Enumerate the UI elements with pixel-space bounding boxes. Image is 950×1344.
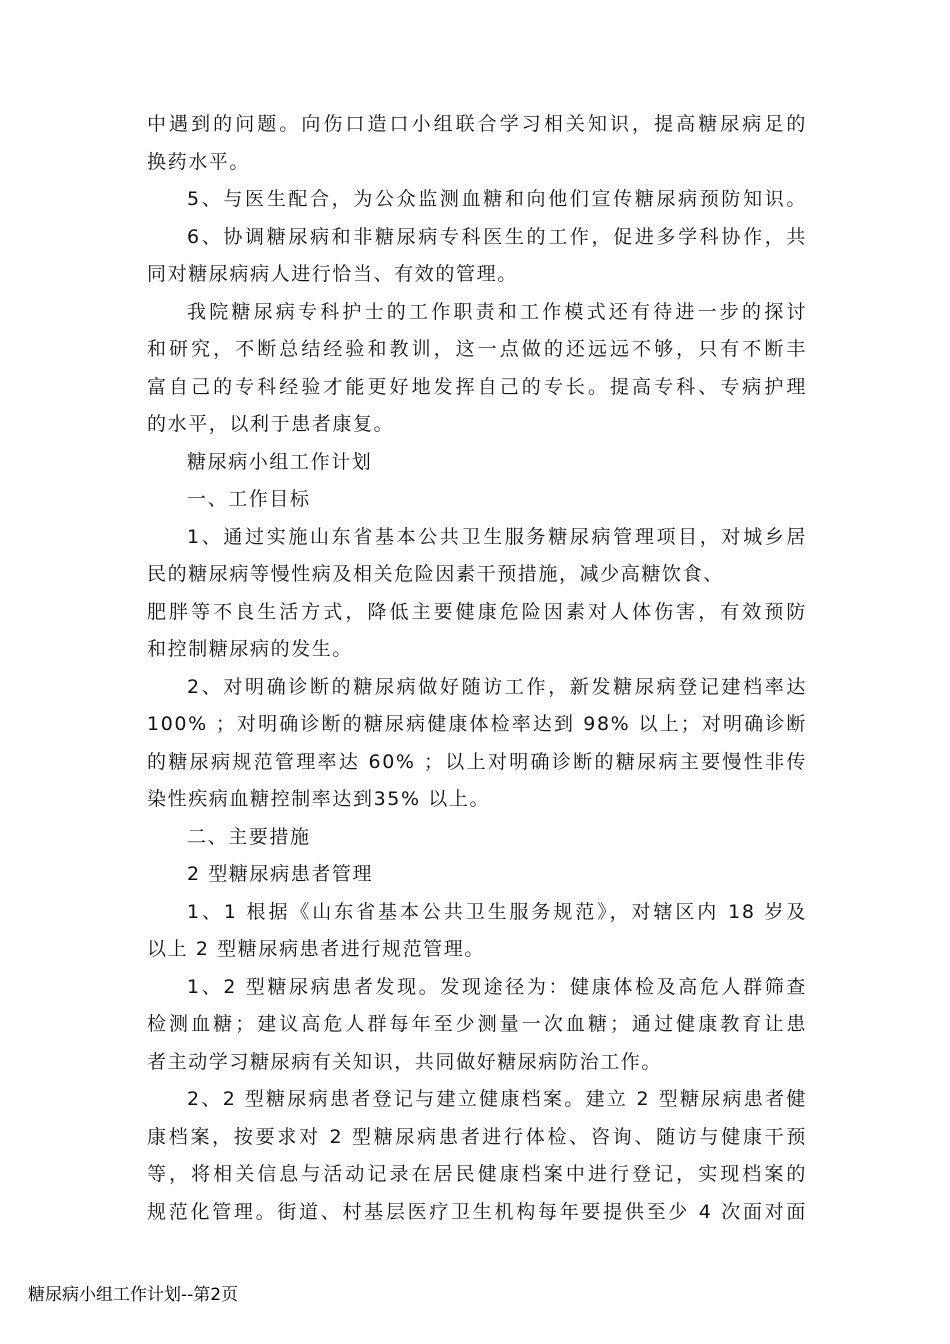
text-line: 肥胖等不良生活方式，降低主要健康危险因素对人体伤害，有效预防 (147, 600, 807, 623)
text-line: 的糖尿病规范管理率达 60% ；以上对明确诊断的糖尿病主要慢性非传 (147, 750, 807, 773)
text-line: 2 型糖尿病患者管理 (187, 863, 374, 885)
text-line: 染性疾病血糖控制率达到35% 以上。 (147, 788, 491, 810)
text-line: 规范化管理。街道、村基层医疗卫生机构每年要提供至少 4 次面对面 (147, 1200, 807, 1223)
text-line: 同对糖尿病病人进行恰当、有效的管理。 (147, 263, 518, 285)
text-line: 民的糖尿病等慢性病及相关危险因素干预措施，减少高糖饮食、 (147, 563, 724, 585)
text-line: 5、与医生配合，为公众监测血糖和向他们宣传糖尿病预防知识。 (187, 188, 807, 210)
text-line: 1、通过实施山东省基本公共卫生服务糖尿病管理项目，对城乡居 (187, 525, 807, 548)
text-line: 中遇到的问题。向伤口造口小组联合学习相关知识，提高糖尿病足的 (147, 113, 807, 135)
text-line: 二、主要措施 (187, 825, 311, 848)
text-line: 2、2 型糖尿病患者登记与建立健康档案。建立 2 型糖尿病患者健 (187, 1088, 807, 1110)
text-line: 2、对明确诊断的糖尿病做好随访工作，新发糖尿病登记建档率达 (187, 675, 807, 698)
text-line: 康档案，按要求对 2 型糖尿病患者进行体检、咨询、随访与健康干预 (147, 1125, 807, 1148)
text-line: 6、协调糖尿病和非糖尿病专科医生的工作，促进多学科协作，共 (187, 225, 807, 248)
page-footer: 糖尿病小组工作计划--第2页 (28, 1285, 239, 1305)
text-line: 我院糖尿病专科护士的工作职责和工作模式还有待进一步的探讨 (187, 300, 807, 323)
text-line: 者主动学习糖尿病有关知识，共同做好糖尿病防治工作。 (147, 1050, 663, 1073)
text-line: 100% ；对明确诊断的糖尿病健康体检率达到 98% 以上；对明确诊断 (147, 713, 807, 735)
text-line: 糖尿病小组工作计划 (187, 450, 373, 473)
text-line: 换药水平。 (147, 150, 251, 173)
text-line: 的水平，以利于患者康复。 (147, 413, 395, 435)
text-line: 和控制糖尿病的发生。 (147, 638, 354, 660)
text-line: 检测血糖；建议高危人群每年至少测量一次血糖；通过健康教育让患 (147, 1013, 807, 1035)
text-line: 以上 2 型糖尿病患者进行规范管理。 (147, 938, 485, 960)
text-line: 1、2 型糖尿病患者发现。发现途径为：健康体检及高危人群筛查 (187, 975, 807, 998)
text-line: 1、1 根据《山东省基本公共卫生服务规范》，对辖区内 18 岁及 (187, 900, 807, 923)
text-line: 等，将相关信息与活动记录在居民健康档案中进行登记，实现档案的 (147, 1163, 807, 1185)
document-body (147, 106, 807, 1231)
text-line: 和研究，不断总结经验和教训，这一点做的还远远不够，只有不断丰 (147, 338, 807, 360)
text-line: 一、工作目标 (187, 488, 311, 510)
text-line: 富自己的专科经验才能更好地发挥自己的专长。提高专科、专病护理 (147, 375, 807, 398)
